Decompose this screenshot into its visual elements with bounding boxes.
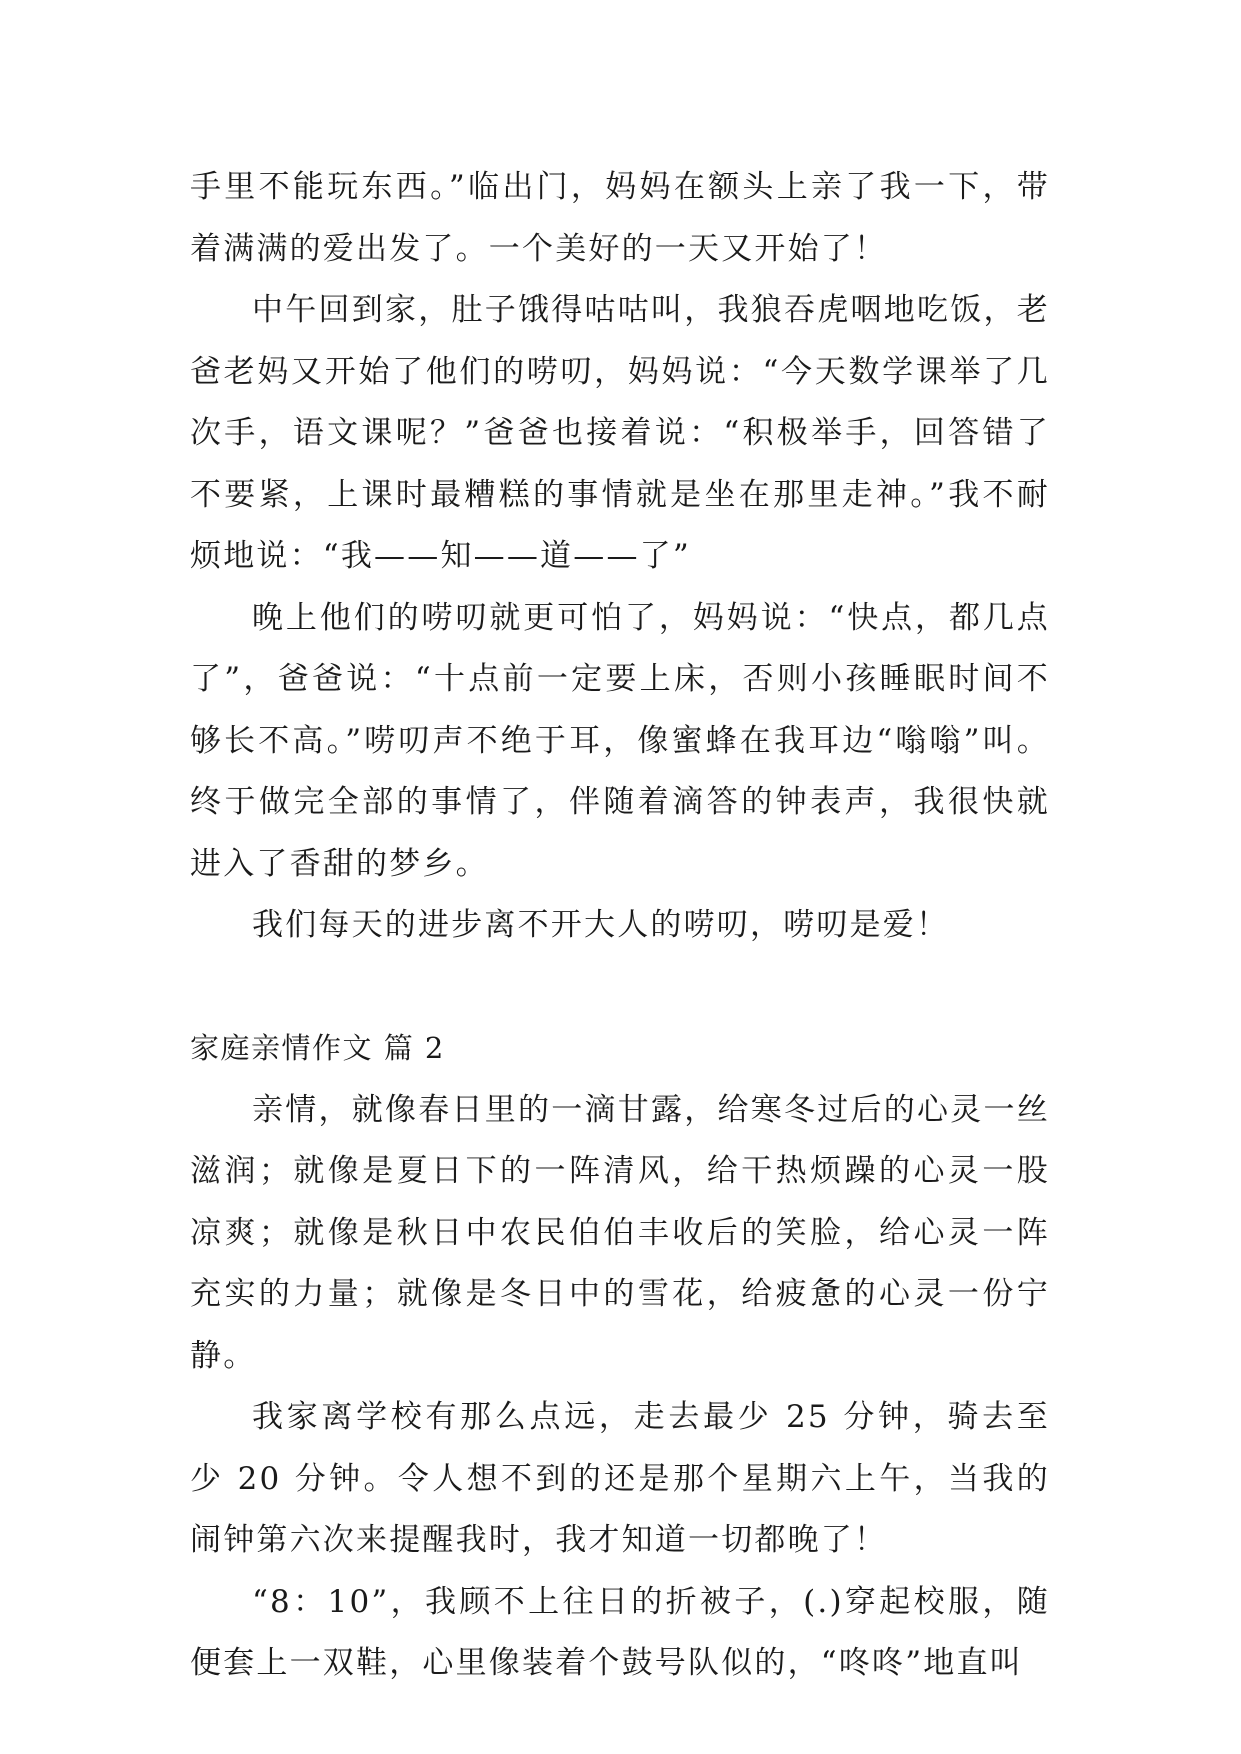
paragraph: 亲情，就像春日里的一滴甘露，给寒冬过后的心灵一丝滋润；就像是夏日下的一阵清风，给干热烦躁的心灵一股凉爽；就像是秋日中农民伯伯丰收后的笑脸，给心灵一阵充实的力量；就像是冬日中的雪花，给疲惫的心灵一份宁静。 <box>190 1091 1050 1374</box>
section-spacer <box>190 957 1050 1019</box>
paragraph: “8：10”，我顾不上往日的折被子，(.)穿起校服，随便套上一双鞋，心里像装着个鼓号队似的，“咚咚”地直叫 <box>190 1583 1050 1681</box>
paragraph: 手里不能玩东西。”临出门，妈妈在额头上亲了我一下，带着满满的爱出发了。一个美好的一天又开始了！ <box>190 169 1050 267</box>
paragraph: 我们每天的进步离不开大人的唠叨，唠叨是爱！ <box>252 907 950 943</box>
section-title: 家庭亲情作文 篇 2 <box>190 1031 445 1065</box>
paragraph: 中午回到家，肚子饿得咕咕叫，我狼吞虎咽地吃饭，老爸老妈又开始了他们的唠叨，妈妈说：“今天数学课举了几次手，语文课呢？”爸爸也接着说：“积极举手，回答错了不要紧，上课时最糟糕的事情就是坐在那里走神。”我不耐烦地说：“我——知——道——了” <box>190 292 1050 574</box>
paragraph: 我家离学校有那么点远，走去最少 25 分钟，骑去至少 20 分钟。令人想不到的还是那个星期六上午，当我的闹钟第六次来提醒我时，我才知道一切都晚了！ <box>190 1399 1050 1558</box>
paragraph: 晚上他们的唠叨就更可怕了，妈妈说：“快点，都几点了”，爸爸说：“十点前一定要上床，否则小孩睡眠时间不够长不高。”唠叨声不绝于耳，像蜜蜂在我耳边“嗡嗡”叫。终于做完全部的事情了，伴随着滴答的钟表声，我很快就进入了香甜的梦乡。 <box>190 599 1050 882</box>
document-page <box>190 157 1050 1695</box>
